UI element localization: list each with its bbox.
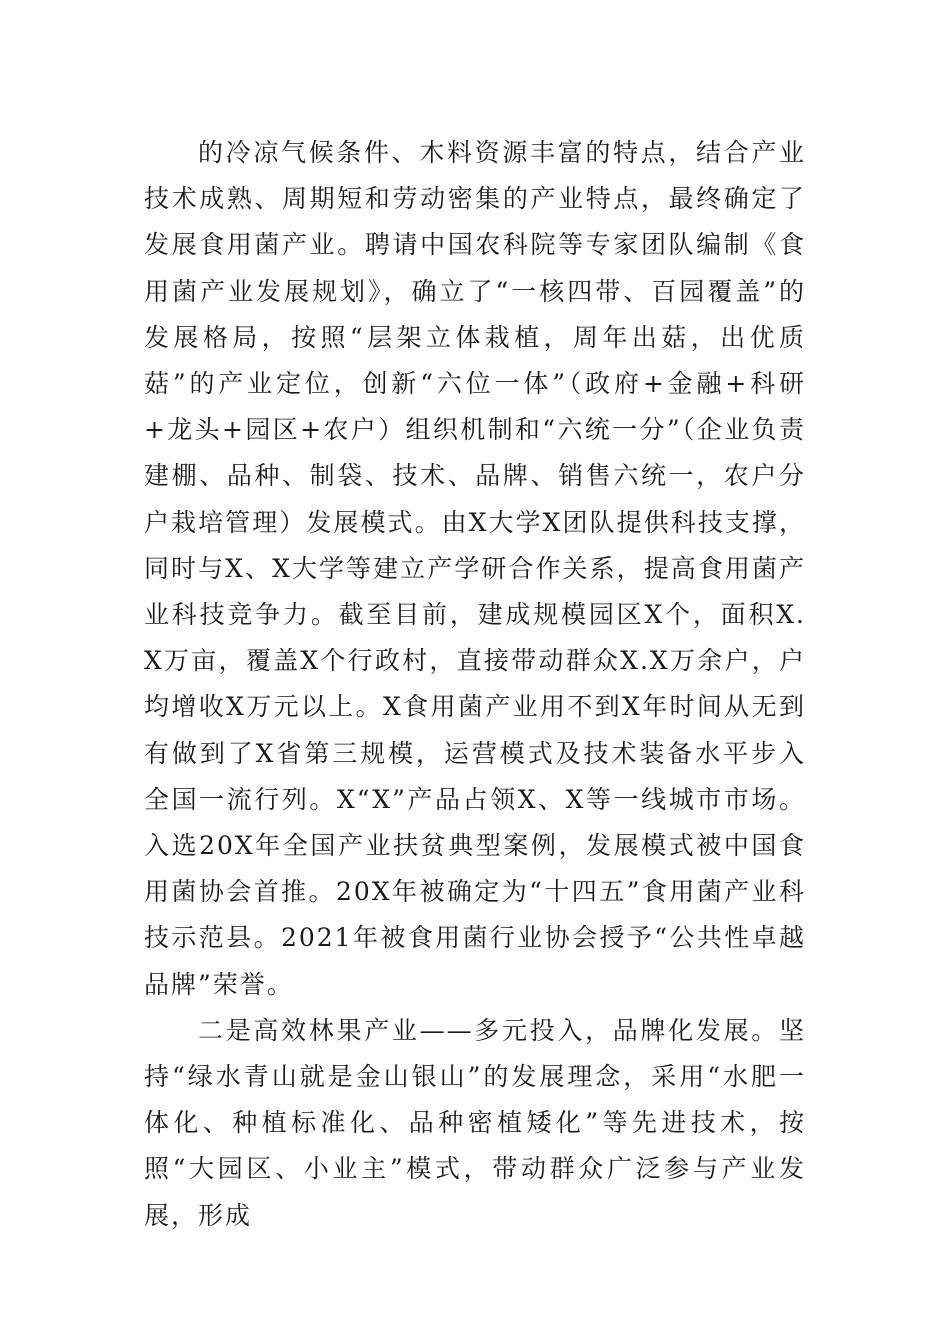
document-body (144, 130, 806, 1239)
paragraph-1: 的冷凉气候条件、木料资源丰富的特点，结合产业技术成熟、周期短和劳动密集的产业特点，最终确定了发展食用菌产业。聘请中国农科院等专家团队编制《食用菌产业发展规划》，确立了“一核四带、百园覆盖”的发展格局，按照“层架立体栽植，周年出菇，出优质菇”的产业定位，创新“六位一体”（政府+金融+科研+龙头+园区+农户）组织机制和“六统一分”（企业负责建棚、品种、制袋、技术、品牌、销售六统一，农户分户栽培管理）发展模式。由X大学X团队提供科技支撑，同时与X、X大学等建立产学研合作关系，提高食用菌产业科技竞争力。截至目前，建成规模园区X个，面积X.X万亩，覆盖X个行政村，直接带动群众X.X万余户，户均增收X万元以上。X食用菌产业用不到X年时间从无到有做到了X省第三规模，运营模式及技术装备水平步入全国一流行列。X“X”产品占领X、X等一线城市市场。入选20X年全国产业扶贫典型案例，发展模式被中国食用菌协会首推。20X年被确定为“十四五”食用菌产业科技示范县。2021年被食用菌行业协会授予“公共性卓越品牌”荣誉。 (144, 138, 806, 999)
paragraph-2: 二是高效林果产业——多元投入，品牌化发展。坚持“绿水青山就是金山银山”的发展理念，采用“水肥一体化、种植标准化、品种密植矮化”等先进技术，按照“大园区、小业主”模式，带动群众广泛参与产业发展，形成 (144, 1015, 806, 1230)
